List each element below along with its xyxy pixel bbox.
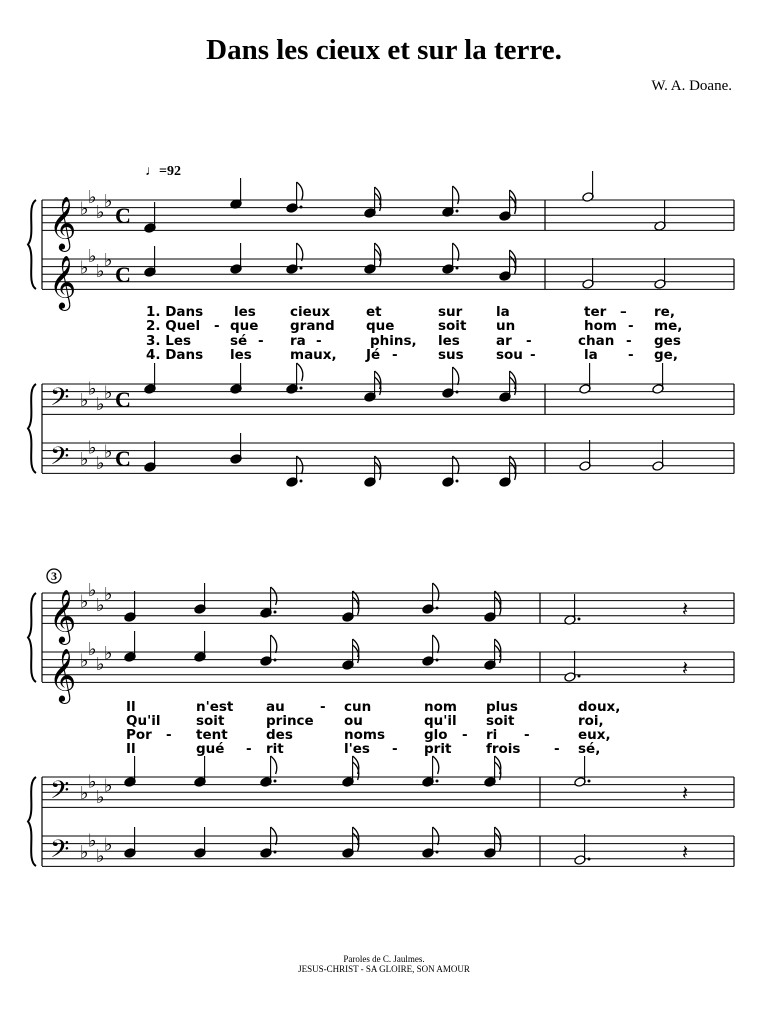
lyric-syllable: ter	[584, 304, 607, 320]
lyric-syllable: doux,	[578, 699, 621, 715]
lyric-syllable: grand	[290, 318, 335, 334]
treble-clef-icon: 𝄞	[49, 254, 77, 309]
flat-icon: ♭	[96, 452, 105, 474]
lyric-syllable: les	[438, 333, 460, 349]
note	[230, 363, 242, 394]
flag	[433, 756, 439, 774]
note	[260, 587, 277, 618]
lyric-syllable: 4. Dans	[146, 347, 204, 363]
lyric-syllable: -	[526, 333, 532, 349]
flat-icon: ♭	[88, 378, 97, 400]
quarter-rest-icon: 𝄽	[682, 780, 689, 805]
lyric-syllable: cun	[344, 699, 372, 715]
lyric-syllable: les	[230, 347, 252, 363]
lyric-syllable: –	[620, 304, 627, 320]
note	[582, 258, 594, 289]
dot	[456, 391, 459, 394]
note	[484, 756, 501, 787]
lyric-syllable: des	[266, 727, 293, 743]
note	[260, 827, 277, 858]
flat-icon: ♭	[104, 190, 113, 212]
staff-brace	[28, 384, 36, 473]
flat-icon: ♭	[104, 834, 113, 856]
lyric-syllable: ou	[344, 713, 363, 729]
lyric-syllable: un	[496, 318, 516, 334]
lyric-syllable: phins,	[370, 333, 417, 349]
flag	[271, 635, 277, 653]
lyric-syllable: me,	[654, 318, 683, 334]
note	[342, 756, 359, 787]
lyric-syllable: prit	[424, 741, 452, 757]
note	[260, 756, 277, 787]
flag	[433, 583, 439, 601]
lyric-syllable: -	[320, 699, 326, 715]
lyric-syllable: sé,	[578, 741, 601, 757]
note	[442, 456, 459, 487]
treble-clef-icon: 𝄞	[49, 195, 77, 250]
note	[564, 594, 581, 625]
lyric-syllable: chan	[578, 333, 615, 349]
dot	[300, 267, 303, 270]
lyric-syllable: 1. Dans	[146, 304, 204, 320]
dot	[588, 858, 591, 861]
time-signature: C	[115, 387, 131, 413]
tempo-marking: ♩=92	[145, 164, 181, 179]
dot	[588, 780, 591, 783]
lyric-syllable: qu'il	[424, 713, 457, 729]
flag	[433, 635, 439, 653]
flag	[453, 186, 459, 204]
flat-icon: ♭	[80, 842, 89, 863]
flag	[297, 243, 303, 261]
lyric-syllable: sé	[230, 333, 248, 349]
lyric-syllable: Qu'il	[126, 713, 161, 729]
lyric-syllable: noms	[344, 727, 385, 743]
flat-icon: ♭	[104, 249, 113, 271]
lyric-syllable: eux,	[578, 727, 611, 743]
lyric-syllable: ges	[654, 333, 681, 349]
flat-icon: ♭	[104, 775, 113, 797]
lyric-syllable: ge,	[654, 347, 678, 363]
lyric-syllable: -	[214, 318, 220, 334]
note	[574, 756, 591, 787]
lyric-syllable: cieux	[290, 304, 331, 320]
note	[422, 583, 439, 614]
lyric-syllable: 3. Les	[146, 333, 192, 349]
lyric-syllable: et	[366, 304, 382, 320]
note	[144, 246, 156, 277]
lyric-syllable: -	[392, 741, 398, 757]
flat-icon: ♭	[88, 639, 97, 660]
staff-brace	[28, 777, 36, 866]
lyric-syllable: -	[462, 727, 468, 743]
flag	[453, 367, 459, 385]
treble-clef-icon: 𝄞	[49, 647, 77, 702]
dot	[436, 780, 439, 783]
dot	[456, 210, 459, 213]
staff	[42, 831, 734, 870]
lyric-syllable: soit	[438, 318, 467, 334]
staff	[42, 772, 734, 811]
flat-icon: ♭	[88, 830, 97, 852]
note	[484, 639, 501, 670]
lyric-syllable: ar	[496, 333, 512, 349]
note	[144, 363, 156, 394]
lyric-syllable: que	[230, 318, 259, 334]
lyric-syllable: la	[496, 304, 510, 320]
lyric-syllable: -	[316, 333, 322, 349]
flat-icon: ♭	[88, 771, 97, 793]
time-signature: C	[115, 262, 131, 288]
staff-brace	[28, 200, 36, 289]
note	[286, 363, 303, 394]
note	[484, 827, 501, 858]
note	[422, 635, 439, 666]
staff	[42, 639, 734, 703]
staff	[42, 379, 734, 418]
flat-icon: ♭	[88, 246, 97, 267]
note	[342, 827, 359, 858]
time-signature: C	[115, 446, 131, 472]
staff	[42, 246, 734, 310]
dot	[456, 480, 459, 483]
lyric-syllable: l'es	[344, 741, 370, 757]
lyric-syllable: ri	[486, 727, 498, 743]
note	[260, 635, 277, 666]
dot	[274, 851, 277, 854]
note	[286, 456, 303, 487]
note	[499, 250, 516, 281]
staff	[42, 438, 734, 477]
flag	[453, 243, 459, 261]
lyric-syllable: -	[392, 347, 398, 363]
lyric-syllable: tent	[196, 727, 228, 743]
note	[654, 258, 666, 289]
lyric-syllable: sou	[496, 347, 523, 363]
flat-icon: ♭	[104, 382, 113, 404]
note	[194, 631, 206, 662]
flat-icon: ♭	[80, 198, 89, 220]
note	[422, 756, 439, 787]
flat-icon: ♭	[96, 393, 105, 415]
note	[144, 202, 156, 233]
lyric-syllable: Jé	[366, 347, 381, 363]
lyric-syllable: frois	[486, 741, 521, 757]
note	[144, 441, 156, 472]
flag	[271, 756, 277, 774]
flag	[297, 182, 303, 200]
dot	[578, 675, 581, 678]
lyric-syllable: gué	[196, 741, 225, 757]
note	[342, 639, 359, 670]
flat-icon: ♭	[96, 654, 105, 676]
note	[579, 440, 591, 471]
note	[124, 591, 136, 622]
flat-icon: ♭	[104, 642, 113, 664]
dot	[436, 851, 439, 854]
note	[574, 834, 591, 865]
flat-icon: ♭	[96, 845, 105, 867]
note	[499, 190, 516, 221]
lyric-syllable: que	[366, 318, 395, 334]
flat-icon: ♭	[96, 261, 105, 283]
flat-icon: ♭	[96, 595, 105, 617]
note	[342, 591, 359, 622]
note	[422, 827, 439, 858]
lyric-syllable: Il	[126, 699, 136, 715]
dot	[274, 659, 277, 662]
lyric-syllable: -	[626, 333, 632, 349]
staff	[42, 580, 734, 644]
lyric-syllable: -	[524, 727, 530, 743]
flat-icon: ♭	[80, 783, 89, 804]
lyric-syllable: sus	[438, 347, 464, 363]
note	[364, 371, 381, 402]
composer-name: W. A. Doane.	[651, 78, 732, 94]
flat-icon: ♭	[80, 650, 89, 672]
note	[582, 171, 594, 202]
note	[230, 178, 242, 209]
note	[484, 591, 501, 622]
lyric-syllable: -	[628, 347, 634, 363]
footer-collection: JESUS-CHRIST - SA GLOIRE, SON AMOUR	[298, 964, 470, 974]
flat-icon: ♭	[88, 187, 97, 208]
dot	[274, 780, 277, 783]
dot	[578, 618, 581, 621]
flat-icon: ♭	[80, 591, 89, 613]
staff-brace	[28, 593, 36, 682]
lyric-syllable: les	[234, 304, 256, 320]
note	[194, 827, 206, 858]
time-signature: C	[115, 203, 131, 229]
note	[124, 756, 136, 787]
lyric-syllable: -	[258, 333, 264, 349]
dot	[300, 387, 303, 390]
note	[579, 363, 591, 394]
note	[364, 456, 381, 487]
lyric-syllable: -	[166, 727, 172, 743]
lyric-syllable: prince	[266, 713, 314, 729]
lyric-syllable: re,	[654, 304, 675, 320]
flat-icon: ♭	[88, 580, 97, 601]
lyric-syllable: la	[584, 347, 598, 363]
note	[499, 371, 516, 402]
flat-icon: ♭	[96, 202, 105, 224]
lyric-syllable: soit	[486, 713, 515, 729]
lyric-syllable: 2. Quel	[146, 318, 201, 334]
dot	[436, 659, 439, 662]
quarter-rest-icon: 𝄽	[682, 839, 689, 864]
lyric-syllable: Por	[126, 727, 152, 743]
flat-icon: ♭	[96, 786, 105, 808]
lyric-syllable: plus	[486, 699, 518, 715]
flat-icon: ♭	[104, 441, 113, 463]
note	[124, 631, 136, 662]
footer-lyricist: Paroles de C. Jaulmes.	[343, 954, 425, 964]
flat-icon: ♭	[80, 257, 89, 279]
flat-icon: ♭	[88, 437, 97, 459]
lyric-syllable: n'est	[196, 699, 234, 715]
note	[442, 186, 459, 217]
lyric-syllable: -	[530, 347, 536, 363]
page-title: Dans les cieux et sur la terre.	[206, 34, 562, 66]
lyric-syllable: ra	[290, 333, 306, 349]
quarter-rest-icon: 𝄽	[682, 596, 689, 621]
lyric-syllable: -	[246, 741, 252, 757]
note	[194, 583, 206, 614]
bass-clef-icon: 𝄢	[50, 441, 70, 477]
note	[652, 440, 664, 471]
lyric-syllable: hom	[584, 318, 617, 334]
lyric-syllable: soit	[196, 713, 225, 729]
staff	[42, 187, 734, 251]
note	[364, 187, 381, 218]
flag	[297, 363, 303, 381]
measure-number: 3	[51, 569, 57, 583]
dot	[300, 480, 303, 483]
note	[230, 433, 242, 464]
dot	[274, 611, 277, 614]
note	[652, 363, 664, 394]
note	[124, 827, 136, 858]
flat-icon: ♭	[80, 449, 89, 470]
lyric-syllable: rit	[266, 741, 284, 757]
bass-clef-icon: 𝄢	[50, 834, 70, 870]
lyric-syllable: Il	[126, 741, 136, 757]
quarter-rest-icon: 𝄽	[682, 655, 689, 680]
lyric-syllable: -	[628, 318, 634, 334]
flat-icon: ♭	[80, 390, 89, 411]
lyric-syllable: sur	[438, 304, 463, 320]
lyric-syllable: nom	[424, 699, 457, 715]
lyric-syllable: maux,	[290, 347, 337, 363]
note	[499, 456, 516, 487]
note	[194, 756, 206, 787]
lyric-syllable: au	[266, 699, 285, 715]
lyric-syllable: -	[554, 741, 560, 757]
note	[286, 182, 303, 213]
bass-clef-icon: 𝄢	[50, 775, 70, 811]
note	[564, 651, 581, 682]
dot	[300, 206, 303, 209]
lyric-syllable: roi,	[578, 713, 604, 729]
flat-icon: ♭	[104, 583, 113, 605]
treble-clef-icon: 𝄞	[49, 588, 77, 643]
dot	[436, 607, 439, 610]
dot	[456, 267, 459, 270]
flag	[271, 587, 277, 605]
lyric-syllable: glo	[424, 727, 448, 743]
note	[442, 367, 459, 398]
bass-clef-icon: 𝄢	[50, 382, 70, 418]
